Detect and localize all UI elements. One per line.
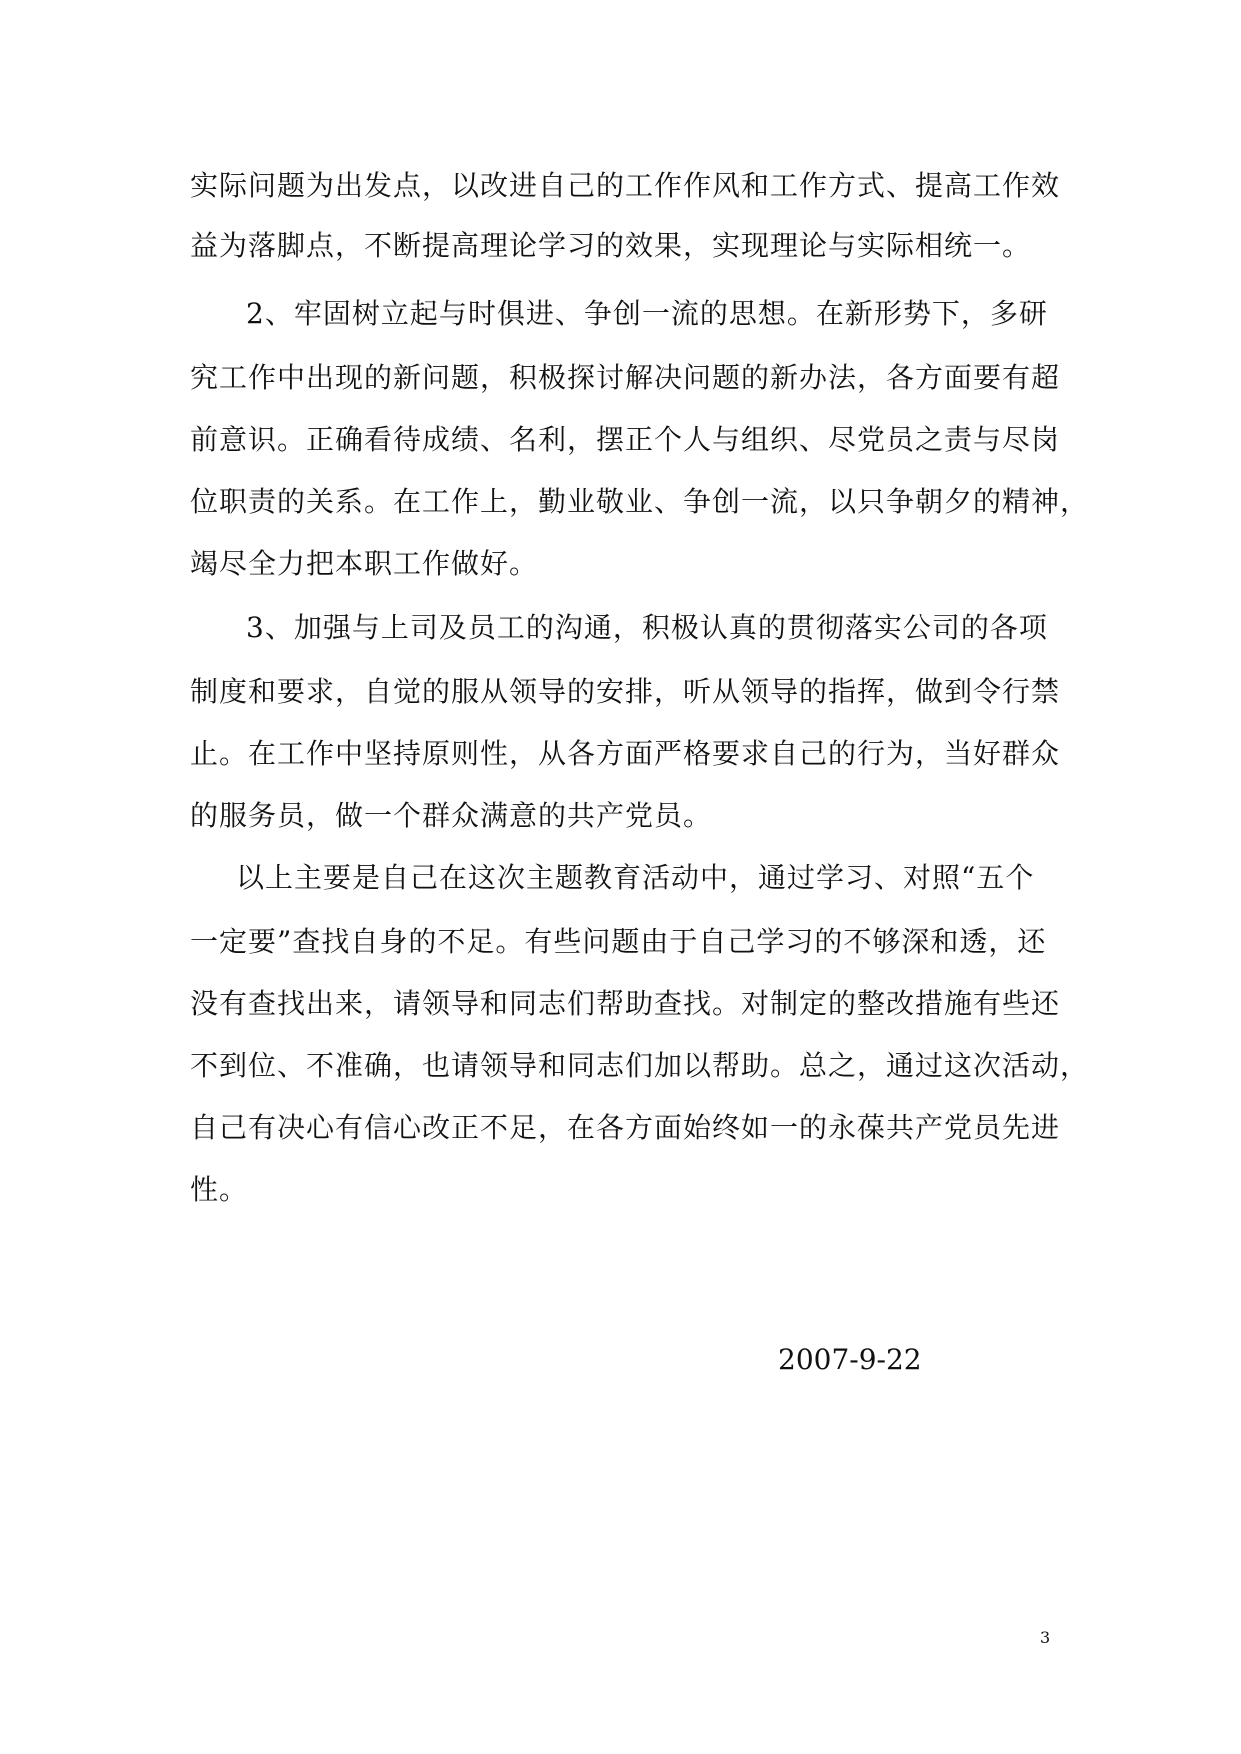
paragraph-3-line-2: 制度和要求，自觉的服从领导的安排，听从领导的指挥，做到令行禁 — [190, 675, 1061, 708]
document-date: 2007-9-22 — [778, 1343, 922, 1376]
paragraph-3-line-3: 止。在工作中坚持原则性，从各方面严格要求自己的行为，当好群众 — [190, 737, 1061, 770]
paragraph-2-line-5: 竭尽全力把本职工作做好。 — [190, 547, 539, 580]
paragraph-2-line-1: 2、牢固树立起与时俱进、争创一流的思想。在新形势下，多研 — [246, 297, 1048, 330]
paragraph-4-line-2: 一定要”查找自身的不足。有些问题由于自己学习的不够深和透，还 — [190, 925, 1047, 958]
page-number: 3 — [1040, 1628, 1051, 1647]
paragraph-3-line-4: 的服务员，做一个群众满意的共产党员。 — [190, 799, 713, 832]
paragraph-4-line-5: 自己有决心有信心改正不足，在各方面始终如一的永葆共产党员先进 — [190, 1111, 1061, 1144]
paragraph-2-line-3: 前意识。正确看待成绩、名利，摆正个人与组织、尽党员之责与尽岗 — [190, 423, 1061, 456]
paragraph-2-line-2: 究工作中出现的新问题，积极探讨解决问题的新办法，各方面要有超 — [190, 361, 1061, 394]
paragraph-4-line-6: 性。 — [190, 1173, 249, 1206]
paragraph-4-line-4: 不到位、不准确，也请领导和同志们加以帮助。总之，通过这次活动， — [190, 1049, 1090, 1082]
paragraph-1-line-2: 益为落脚点，不断提高理论学习的效果，实现理论与实际相统一。 — [190, 229, 1032, 262]
paragraph-4-line-1: 以上主要是自己在这次主题教育活动中，通过学习、对照“五个 — [236, 861, 1035, 894]
paragraph-4-line-3: 没有查找出来，请领导和同志们帮助查找。对制定的整改措施有些还 — [190, 987, 1061, 1020]
paragraph-2-line-4: 位职责的关系。在工作上，勤业敬业、争创一流，以只争朝夕的精神， — [190, 485, 1090, 518]
paragraph-3-line-1: 3、加强与上司及员工的沟通，积极认真的贯彻落实公司的各项 — [246, 611, 1048, 644]
paragraph-1-line-1: 实际问题为出发点，以改进自己的工作作风和工作方式、提高工作效 — [190, 169, 1061, 202]
